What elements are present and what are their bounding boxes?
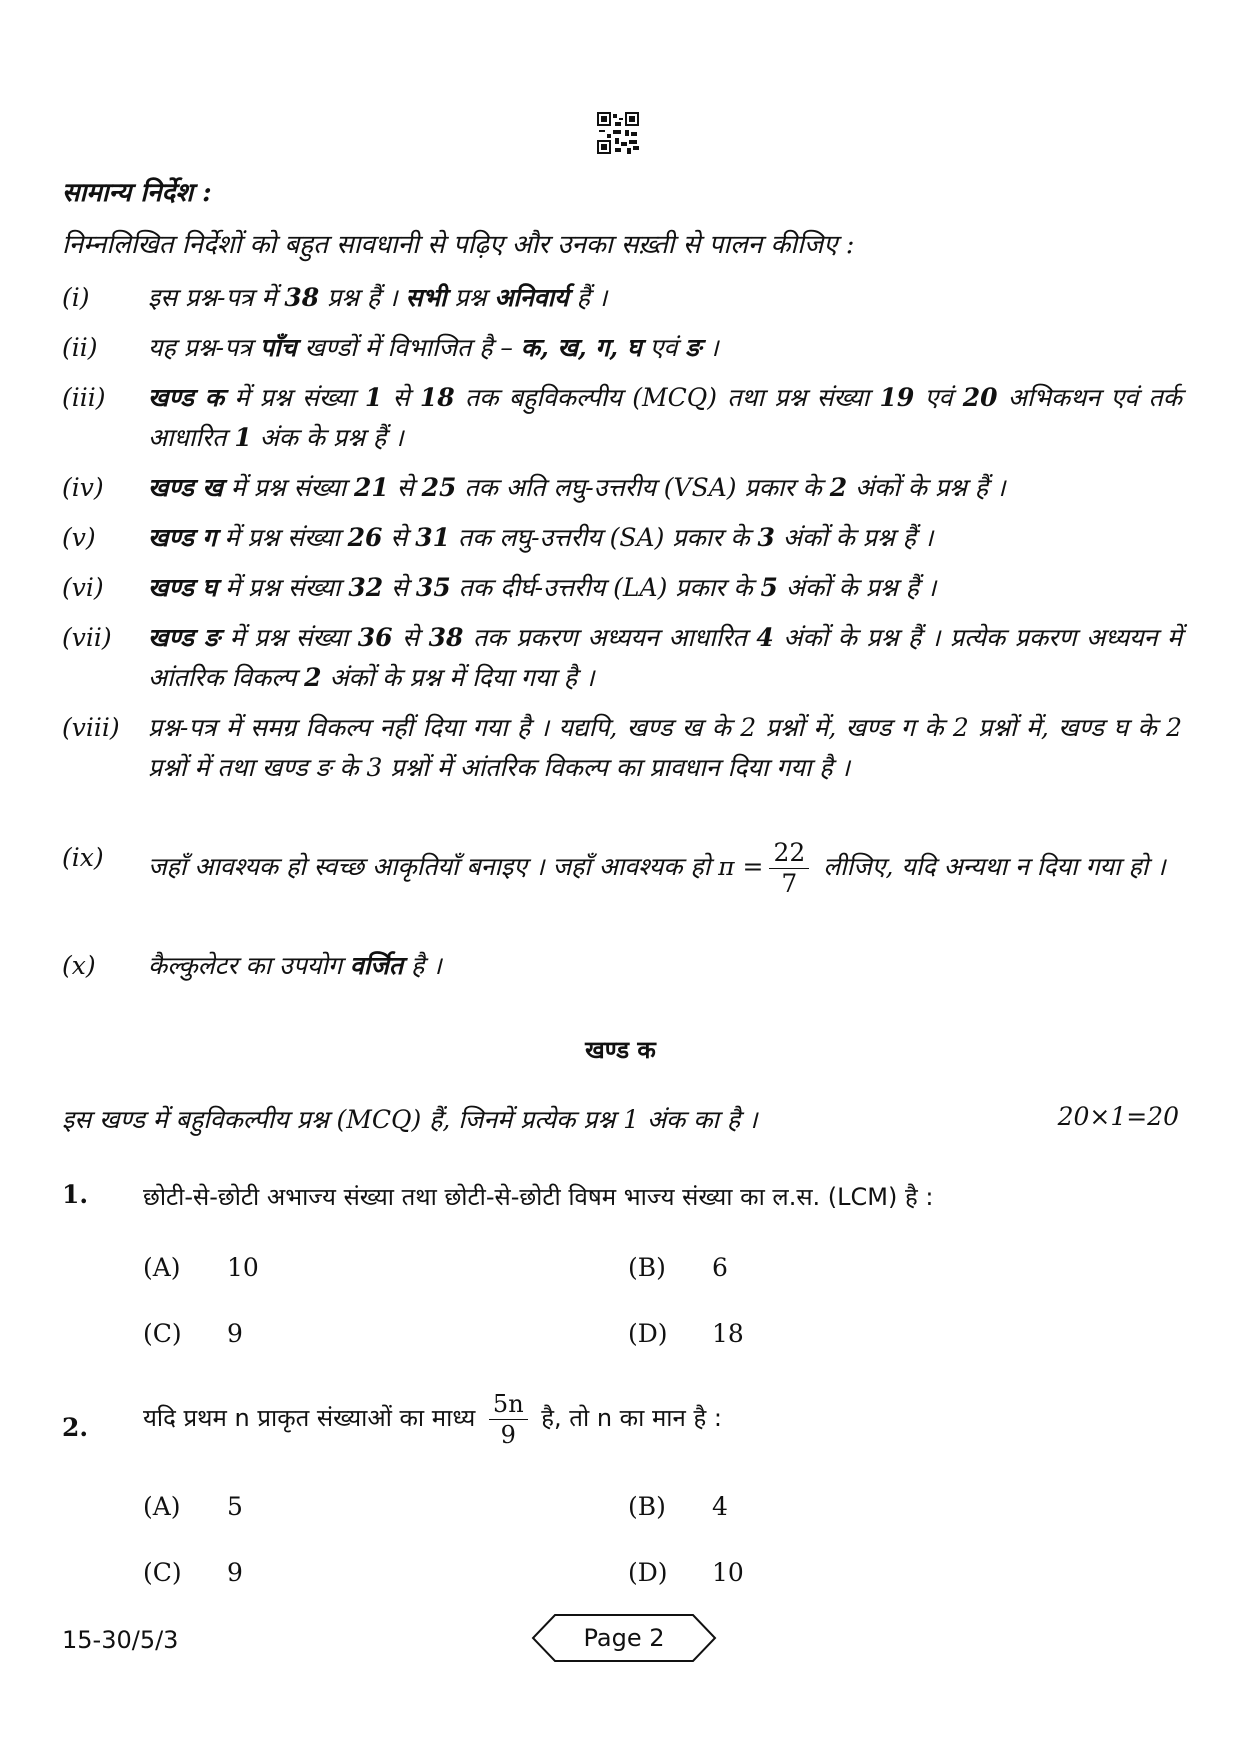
question-number: 1. [62,1180,89,1209]
section-marks: 20×1=20 [1057,1102,1179,1131]
qr-code [597,112,639,154]
option-d: (D) 18 [628,1319,744,1348]
instruction-number: (iii) [62,383,106,412]
instruction-viii: (viii) प्रश्न-पत्र में समग्र विकल्प नहीं दिया गया है । यद्यपि, खण्ड ख के 2 प्रश्नों में, खण्ड ग के 2 प्रश्नों में, खण्ड घ के 2 प्रश्नों में तथा खण्ड ङ के 3 प्रश्नों में आंतरिक विकल्प का प्रावधान दिया गया है । [62,708,1182,788]
instruction-ix: (ix) जहाँ आवश्यक हो स्वच्छ आकृतियाँ बनाइए । जहाँ आवश्यक हो π = $\frac{22}{7}$ लीजिए, यदि अन्यथा न दिया गया हो । [62,838,1166,898]
instruction-number: (vi) [62,573,104,602]
option-c: (C) 9 [143,1319,243,1348]
instruction-number: (ix) [62,843,104,872]
instruction-ii: (ii) यह प्रश्न-पत्र पाँच खण्डों में विभाजित है – क, ख, ग, घ एवं ङ । [62,328,1182,368]
question-text: छोटी-से-छोटी अभाज्य संख्या तथा छोटी-से-छोटी विषम भाज्य संख्या का ल.स. (LCM) है : [143,1183,934,1211]
mean-fraction: $\frac{5n}{9}$ [489,1389,528,1450]
option-b: (B) 6 [628,1253,728,1282]
option-c: (C) 9 [143,1558,243,1587]
instruction-v: (v) खण्ड ग में प्रश्न संख्या 26 से 31 तक लघु-उत्तरीय (SA) प्रकार के 3 अंकों के प्रश्न हैं । [62,518,1182,558]
option-a: (A) 10 [143,1253,259,1282]
paper-code: 15-30/5/3 [62,1626,179,1654]
instruction-number: (i) [62,283,90,312]
instruction-iii: (iii) खण्ड क में प्रश्न संख्या 1 से 18 तक बहुविकल्पीय (MCQ) तथा प्रश्न संख्या 19 एवं 20 अभिकथन एवं तर्क आधारित 1 अंक के प्रश्न हैं । [62,378,1182,458]
instruction-i: (i) इस प्रश्न-पत्र में 38 प्रश्न हैं । सभी प्रश्न अनिवार्य हैं । [62,278,1182,318]
page-number-badge [531,1613,717,1663]
option-b: (B) 4 [628,1492,728,1521]
instruction-number: (x) [62,951,96,980]
pi-fraction: $\frac{22}{7}$ [769,838,809,899]
instruction-number: (viii) [62,713,120,742]
page-number: Page 2 [583,1624,665,1652]
section-description: इस खण्ड में बहुविकल्पीय प्रश्न (MCQ) हैं, जिनमें प्रत्येक प्रश्न 1 अंक का है । [62,1105,758,1134]
instruction-number: (iv) [62,473,104,502]
general-instructions-heading: सामान्य निर्देश : [62,178,212,208]
question-number: 2. [62,1413,89,1442]
instruction-number: (ii) [62,333,98,362]
instruction-vii: (vii) खण्ड ङ में प्रश्न संख्या 36 से 38 तक प्रकरण अध्ययन आधारित 4 अंकों के प्रश्न हैं । प्रत्येक प्रकरण अध्ययन में आंतरिक विकल्प 2 अंकों के प्रश्न में दिया गया है । [62,618,1182,698]
instruction-x: (x) कैल्कुलेटर का उपयोग वर्जित है । [62,946,1182,986]
instruction-number: (v) [62,523,96,552]
option-a: (A) 5 [143,1492,243,1521]
question-text: यदि प्रथम n प्राकृत संख्याओं का माध्य $\frac{5n}{9}$ है, तो n का मान है : [143,1389,722,1449]
instruction-number: (vii) [62,623,112,652]
instruction-iv: (iv) खण्ड ख में प्रश्न संख्या 21 से 25 तक अति लघु-उत्तरीय (VSA) प्रकार के 2 अंकों के प्रश्न हैं । [62,468,1182,508]
instruction-vi: (vi) खण्ड घ में प्रश्न संख्या 32 से 35 तक दीर्घ-उत्तरीय (LA) प्रकार के 5 अंकों के प्रश्न हैं । [62,568,1182,608]
option-d: (D) 10 [628,1558,744,1587]
section-title: खण्ड क [585,1036,656,1064]
general-instructions-intro: निम्नलिखित निर्देशों को बहुत सावधानी से पढ़िए और उनका सख़्ती से पालन कीजिए : [62,230,855,260]
